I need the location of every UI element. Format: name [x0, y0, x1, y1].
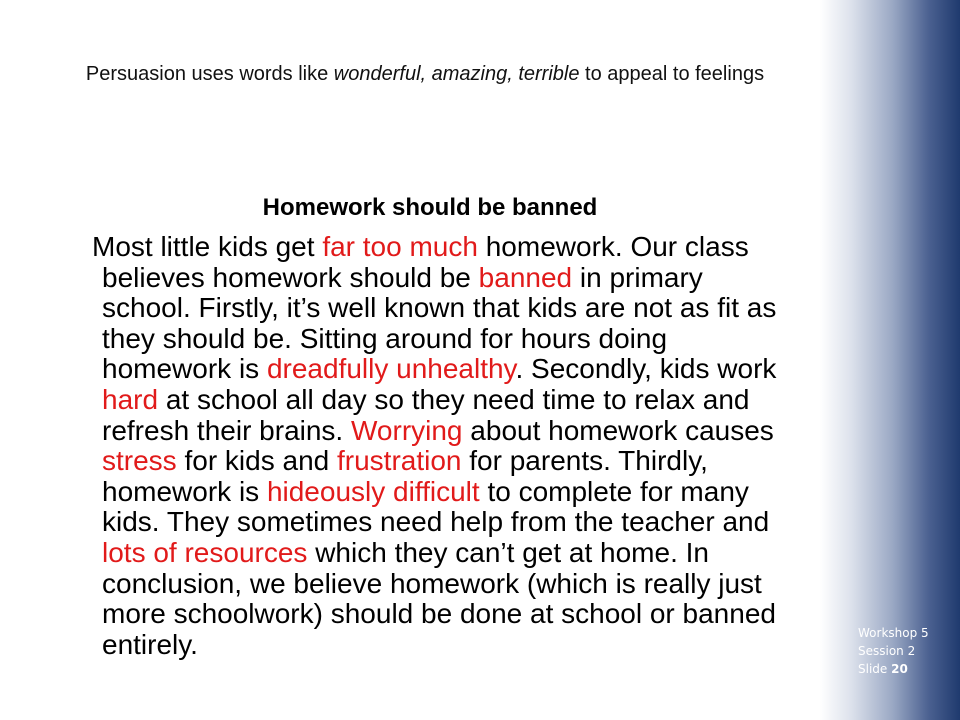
side-gradient-band	[820, 0, 960, 720]
slide-footer	[858, 624, 929, 678]
intro-examples: wonderful, amazing, terrible	[333, 63, 580, 85]
body-segment: homework. Our class believes homework should be	[102, 231, 749, 293]
footer-slide	[858, 660, 929, 678]
emotive-word: far too much	[322, 231, 478, 262]
footer-workshop: Workshop 5	[858, 626, 929, 640]
body-segment: . Secondly, kids work	[515, 353, 777, 385]
persuasive-paragraph	[92, 231, 792, 660]
emotive-word: lots of resources	[102, 536, 308, 568]
emotive-word: Worrying	[351, 414, 463, 446]
emotive-word: hard	[102, 383, 159, 415]
intro-suffix: to appeal to feelings	[579, 63, 765, 85]
body-segment: at school all day so they need time to relax and refresh their brains.	[102, 383, 750, 446]
emotive-word: stress	[102, 445, 177, 477]
slide-title: Homework should be banned	[262, 194, 598, 221]
body-segment: Most little kids get	[92, 231, 323, 262]
emotive-word: hideously difficult	[266, 475, 480, 507]
footer-slide-label: Slide	[858, 662, 888, 676]
body-segment: about homework causes	[462, 414, 774, 446]
body-segment: which they can’t get at home. In conclusion, we believe homework (which is really just more schoolwork) should be done at school or banned entirely.	[102, 536, 776, 660]
emotive-word: banned	[478, 261, 573, 293]
emotive-word: frustration	[337, 445, 462, 477]
emotive-word: dreadfully unhealthy	[266, 353, 516, 385]
body-segment: to complete for many kids. They sometimes need help from the teacher and	[102, 475, 770, 538]
body-segment: for kids and	[176, 445, 337, 477]
footer-session: Session 2	[858, 644, 916, 658]
footer-slide-number: 20	[891, 662, 908, 676]
intro-caption	[60, 58, 790, 90]
body-segment: for parents. Thirdly, homework is	[102, 445, 708, 507]
body-segment: in primary school. Firstly, it’s well known that kids are not as fit as they should be. Sitting around for hours doing homework is	[102, 261, 777, 385]
intro-prefix: Persuasion uses words like	[85, 63, 334, 85]
